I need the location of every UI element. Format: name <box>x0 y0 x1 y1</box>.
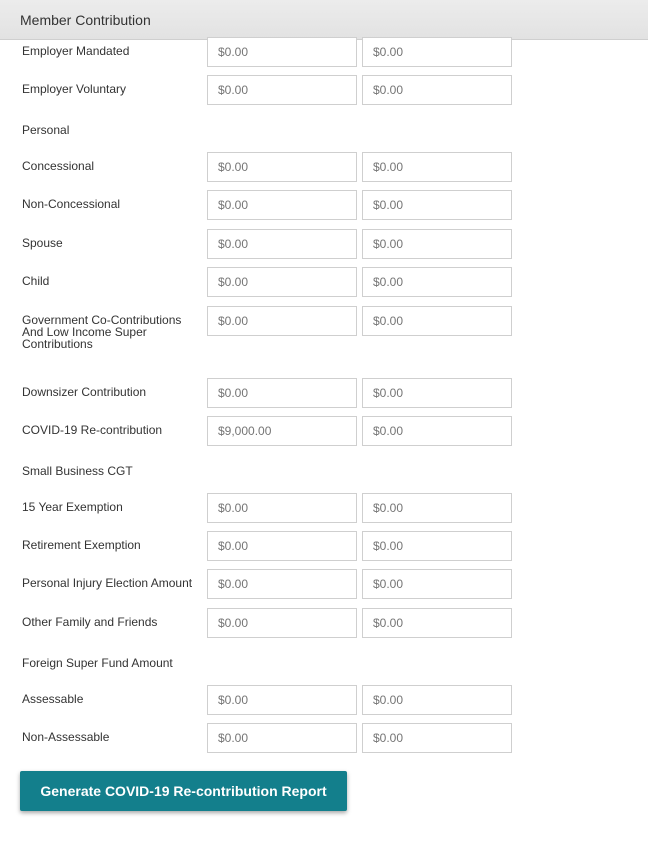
government-co-contributions-field-2[interactable] <box>362 306 512 336</box>
section-label-small-business-cgt: Small Business CGT <box>22 464 133 478</box>
form-row-non-concessional <box>0 190 648 220</box>
row-label: Child <box>22 274 50 288</box>
form-row-employer-mandated <box>0 37 648 67</box>
other-family-friends-field-2[interactable] <box>362 608 512 638</box>
row-label: Employer Voluntary <box>22 82 127 96</box>
row-label: Employer Mandated <box>22 44 130 58</box>
row-label: Non-Concessional <box>22 197 121 211</box>
form-row-personal-injury-election <box>0 569 648 599</box>
assessable-field-1[interactable] <box>207 685 357 715</box>
section-title: Member Contribution <box>20 12 151 28</box>
child-field-1[interactable] <box>207 267 357 297</box>
child-field-2[interactable] <box>362 267 512 297</box>
form-row-other-family-friends <box>0 608 648 638</box>
row-label: Concessional <box>22 159 95 173</box>
downsizer-contribution-field-1[interactable] <box>207 378 357 408</box>
non-assessable-field-2[interactable] <box>362 723 512 753</box>
form-row-assessable <box>0 685 648 715</box>
concessional-field-1[interactable] <box>207 152 357 182</box>
form-row-15-year-exemption <box>0 493 648 523</box>
form-row-non-assessable <box>0 723 648 753</box>
form-row-concessional <box>0 152 648 182</box>
employer-voluntary-field-1[interactable] <box>207 75 357 105</box>
employer-mandated-field-1[interactable] <box>207 37 357 67</box>
row-label: Government Co-Contributions And Low Income Super Contributions <box>22 313 182 351</box>
row-label: Assessable <box>22 692 84 706</box>
form-row-covid-recontribution <box>0 416 648 446</box>
employer-mandated-field-2[interactable] <box>362 37 512 67</box>
covid-recontribution-field-2[interactable] <box>362 416 512 446</box>
spouse-field-2[interactable] <box>362 229 512 259</box>
non-assessable-field-1[interactable] <box>207 723 357 753</box>
section-label-foreign-super-fund: Foreign Super Fund Amount <box>22 656 173 670</box>
row-label: COVID-19 Re-contribution <box>22 423 163 437</box>
employer-voluntary-field-2[interactable] <box>362 75 512 105</box>
section-label-personal: Personal <box>22 123 70 137</box>
form-row-spouse <box>0 229 648 259</box>
form-row-child <box>0 267 648 297</box>
downsizer-contribution-field-2[interactable] <box>362 378 512 408</box>
personal-injury-election-field-1[interactable] <box>207 569 357 599</box>
form-row-government-co-contributions <box>0 306 648 352</box>
section-header <box>0 0 648 40</box>
covid-recontribution-field-1[interactable] <box>207 416 357 446</box>
15-year-exemption-field-2[interactable] <box>362 493 512 523</box>
non-concessional-field-2[interactable] <box>362 190 512 220</box>
retirement-exemption-field-1[interactable] <box>207 531 357 561</box>
row-label: Personal Injury Election Amount <box>22 576 193 590</box>
assessable-field-2[interactable] <box>362 685 512 715</box>
row-label: Retirement Exemption <box>22 538 141 552</box>
government-co-contributions-field-1[interactable] <box>207 306 357 336</box>
other-family-friends-field-1[interactable] <box>207 608 357 638</box>
non-concessional-field-1[interactable] <box>207 190 357 220</box>
15-year-exemption-field-1[interactable] <box>207 493 357 523</box>
form-row-employer-voluntary <box>0 75 648 105</box>
concessional-field-2[interactable] <box>362 152 512 182</box>
form-row-retirement-exemption <box>0 531 648 561</box>
row-label: Other Family and Friends <box>22 615 158 629</box>
row-label: Downsizer Contribution <box>22 385 147 399</box>
personal-injury-election-field-2[interactable] <box>362 569 512 599</box>
spouse-field-1[interactable] <box>207 229 357 259</box>
retirement-exemption-field-2[interactable] <box>362 531 512 561</box>
row-label: Non-Assessable <box>22 730 110 744</box>
row-label: 15 Year Exemption <box>22 500 123 514</box>
form-row-downsizer-contribution <box>0 378 648 408</box>
generate-report-button[interactable]: Generate COVID-19 Re-contribution Report <box>20 771 347 811</box>
row-label: Spouse <box>22 236 63 250</box>
